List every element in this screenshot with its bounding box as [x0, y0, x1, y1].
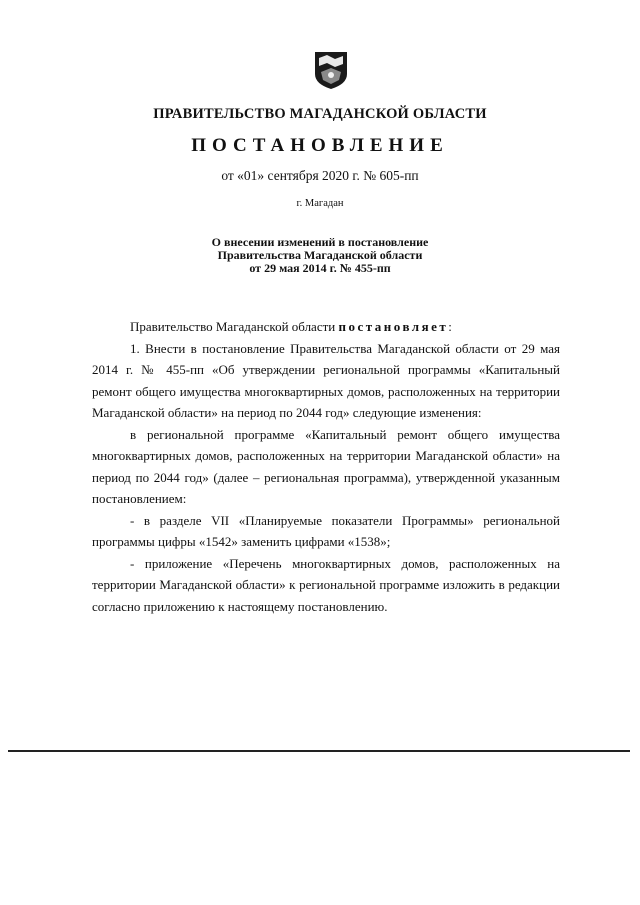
organization-title: ПРАВИТЕЛЬСТВО МАГАДАНСКОЙ ОБЛАСТИ	[153, 106, 487, 122]
coat-of-arms-icon	[313, 50, 349, 90]
preamble-text: Правительство Магаданской области	[130, 319, 339, 334]
subject-line: Правительства Магаданской области	[217, 248, 423, 262]
subject-line: О внесении изменений в постановление	[211, 235, 429, 249]
document-type: ПОСТАНОВЛЕНИЕ	[191, 135, 449, 156]
preamble	[92, 316, 560, 338]
document-subject	[0, 236, 640, 275]
document-city: г. Магадан	[296, 198, 344, 209]
document-body	[92, 316, 560, 617]
document-date-number: от «01» сентября 2020 г. № 605-пп	[221, 168, 419, 183]
body-paragraph: в региональной программе «Капитальный ремонт общего имущества многоквартирных домов, расположенных на территории Магаданской области» на период по 2044 год» (далее – региональная программа), утвержденной указанным постановлением:	[92, 426, 560, 506]
preamble-end: :	[448, 319, 452, 334]
preamble-emphasis: постановляет	[338, 319, 449, 334]
body-paragraph: - в разделе VII «Планируемые показатели Программы» региональной программы цифры «1542» заменить цифрами «1538»;	[92, 512, 560, 549]
body-paragraph: 1. Внести в постановление Правительства Магаданской области от 29 мая 2014 г. № 455-пп «Об утверждении региональной программы «Капитальный ремонт общего имущества многоквартирных домов, расположенных на территории Магаданской области» на период по 2044 год» следующие изменения:	[92, 340, 560, 420]
body-paragraph: - приложение «Перечень многоквартирных домов, расположенных на территории Магаданской области» к региональной программе изложить в редакции согласно приложению к настоящему постановлению.	[92, 555, 560, 614]
footer-divider	[8, 750, 630, 752]
subject-line: от 29 мая 2014 г. № 455-пп	[249, 261, 391, 275]
